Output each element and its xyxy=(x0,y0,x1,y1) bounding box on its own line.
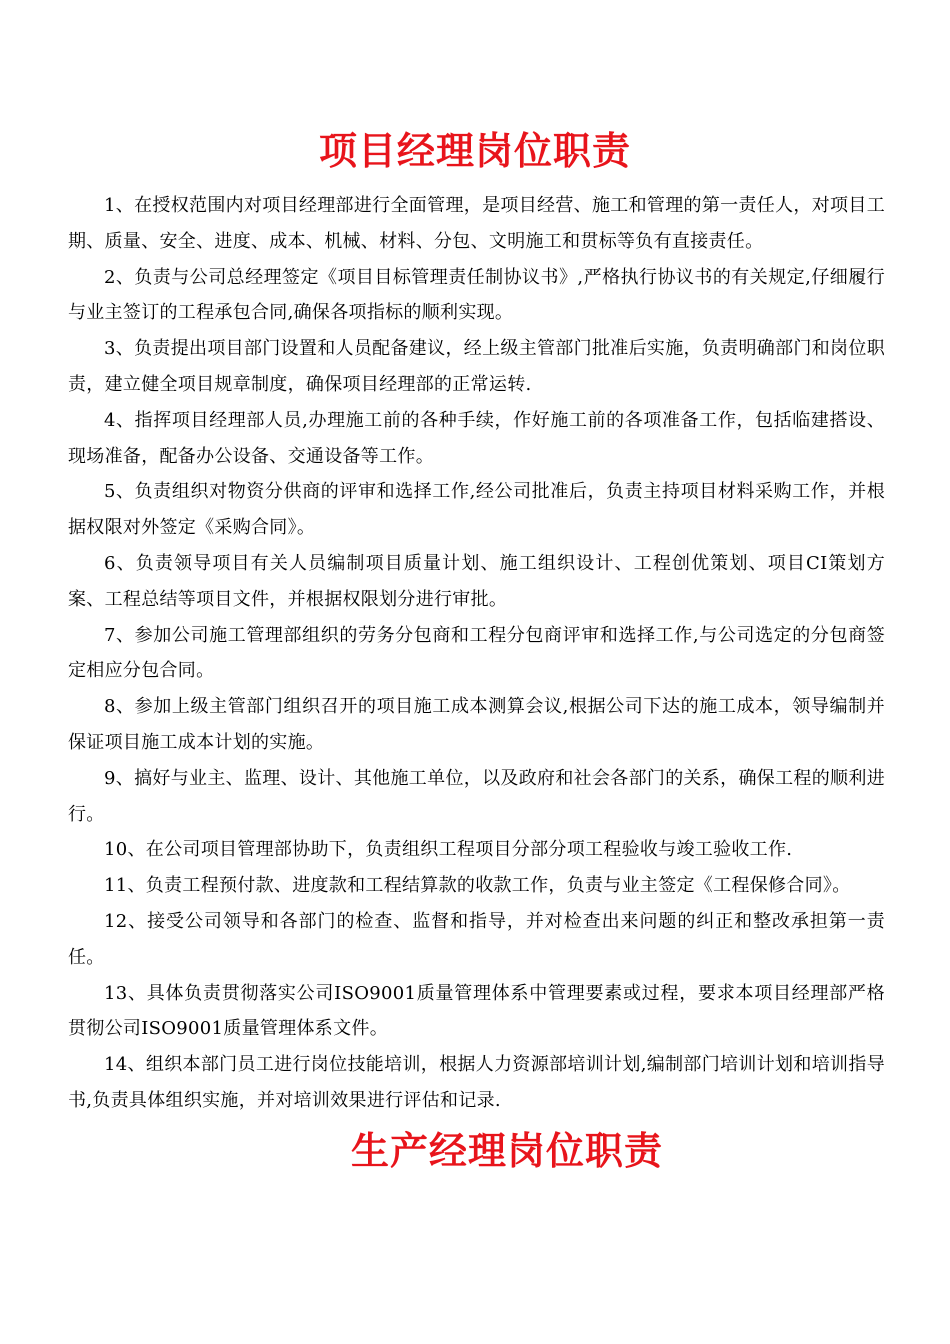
duty-item-1: 1、在授权范围内对项目经理部进行全面管理，是项目经营、施工和管理的第一责任人，对项目工期、质量、安全、进度、成本、机械、材料、分包、文明施工和贯标等负有直接责任。 xyxy=(68,195,885,252)
next-section-title: 生产经理岗位职责 xyxy=(351,1128,664,1173)
duty-item-14: 14、组织本部门员工进行岗位技能培训，根据人力资源部培训计划,编制部门培训计划和培训指导书,负责具体组织实施，并对培训效果进行评估和记录. xyxy=(68,1054,885,1111)
duty-item-5: 5、负责组织对物资分供商的评审和选择工作,经公司批准后，负责主持项目材料采购工作，并根据权限对外签定《采购合同》。 xyxy=(68,481,885,539)
duty-item-6: 6、负责领导项目有关人员编制项目质量计划、施工组织设计、工程创优策划、项目CI策划方案、工程总结等项目文件，并根据权限划分进行审批。 xyxy=(68,552,885,610)
duty-item-12: 12、接受公司领导和各部门的检查、监督和指导，并对检查出来问题的纠正和整改承担第一责任。 xyxy=(68,910,885,968)
document-title: 项目经理岗位职责 xyxy=(318,128,631,173)
duty-item-8: 8、参加上级主管部门组织召开的项目施工成本测算会议,根据公司下达的施工成本，领导编制并保证项目施工成本计划的实施。 xyxy=(68,696,885,753)
duty-item-3: 3、负责提出项目部门设置和人员配备建议，经上级主管部门批准后实施，负责明确部门和岗位职责，建立健全项目规章制度，确保项目经理部的正常运转. xyxy=(68,338,885,395)
duty-item-9: 9、搞好与业主、监理、设计、其他施工单位，以及政府和社会各部门的关系，确保工程的顺利进行。 xyxy=(68,767,885,825)
duty-item-2: 2、负责与公司总经理签定《项目目标管理责任制协议书》,严格执行协议书的有关规定,仔细履行与业主签订的工程承包合同,确保各项指标的顺利实现。 xyxy=(68,266,885,324)
duty-item-11: 11、负责工程预付款、进度款和工程结算款的收款工作，负责与业主签定《工程保修合同》。 xyxy=(104,875,851,897)
duty-item-10: 10、在公司项目管理部协助下，负责组织工程项目分部分项工程验收与竣工验收工作. xyxy=(104,839,793,861)
duty-list xyxy=(68,188,885,1119)
duty-item-4: 4、指挥项目经理部人员,办理施工前的各种手续，作好施工前的各项准备工作，包括临建搭设、现场准备，配备办公设备、交通设备等工作。 xyxy=(68,409,885,467)
duty-item-7: 7、参加公司施工管理部组织的劳务分包商和工程分包商评审和选择工作,与公司选定的分包商签定相应分包合同。 xyxy=(68,624,885,682)
duty-item-13: 13、具体负责贯彻落实公司ISO9001质量管理体系中管理要素或过程，要求本项目经理部严格贯彻公司ISO9001质量管理体系文件。 xyxy=(68,982,885,1040)
